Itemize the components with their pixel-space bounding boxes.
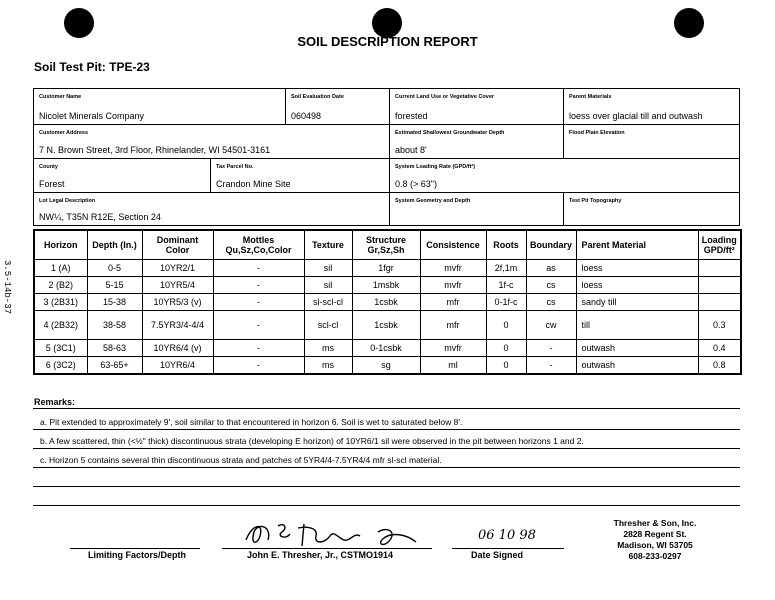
table-cell: mvfr — [420, 260, 486, 277]
column-header: Depth (In.) — [87, 230, 142, 260]
groundwater-depth-label: Estimated Shallowest Groundwater Depth — [395, 130, 505, 136]
customer-name-label: Customer Name — [39, 94, 82, 100]
table-cell: mfr — [420, 311, 486, 340]
table-cell: 1csbk — [352, 294, 420, 311]
remarks-rule — [33, 486, 740, 487]
limiting-factors-label: Limiting Factors/Depth — [88, 550, 187, 560]
table-cell: 2 (B2) — [34, 277, 87, 294]
remarks-rule — [33, 467, 740, 468]
county-value: Forest — [39, 179, 65, 189]
soil-horizon-table — [33, 229, 742, 375]
table-cell: 0 — [486, 357, 526, 375]
remarks-rule — [33, 408, 740, 409]
table-row — [34, 340, 741, 357]
table-cell: 0.3 — [698, 311, 741, 340]
signature-line — [222, 548, 432, 549]
table-cell — [698, 277, 741, 294]
loading-rate-cell — [390, 159, 739, 193]
table-cell: - — [526, 357, 576, 375]
table-cell: 10YR6/4 (v) — [142, 340, 213, 357]
table-cell: loess — [576, 277, 698, 294]
soil-test-pit-label: Soil Test Pit: TPE-23 — [34, 60, 150, 74]
header-info-box — [33, 88, 740, 226]
table-cell: 0.8 — [698, 357, 741, 375]
county-label: County — [39, 164, 58, 170]
remark-b: b. A few scattered, thin (<½" thick) discontinuous strata (developing E horizon) of 10YR6/1 sil were observed in the pit between horizons 1 and 2. — [40, 436, 584, 446]
column-header: Dominant Color — [142, 230, 213, 260]
tax-parcel-label: Tax Parcel No. — [216, 164, 254, 170]
column-header: Mottles Qu,Sz,Co,Color — [213, 230, 304, 260]
table-cell: - — [213, 340, 304, 357]
county-cell — [34, 159, 211, 193]
side-handwritten-code: 3.5-14b-37 — [2, 260, 12, 315]
table-cell: 0 — [486, 340, 526, 357]
table-cell: as — [526, 260, 576, 277]
table-cell: ms — [304, 357, 352, 375]
groundwater-depth-value: about 8' — [395, 145, 427, 155]
table-cell: 1 (A) — [34, 260, 87, 277]
legal-description-cell — [34, 193, 390, 225]
table-cell: mvfr — [420, 340, 486, 357]
tax-parcel-value: Crandon Mine Site — [216, 179, 291, 189]
column-header: Structure Gr,Sz,Sh — [352, 230, 420, 260]
company-name: Thresher & Son, Inc. — [613, 518, 697, 528]
table-row — [34, 311, 741, 340]
table-cell: - — [213, 260, 304, 277]
table-cell — [698, 260, 741, 277]
table-cell: 3 (2B31) — [34, 294, 87, 311]
table-row — [34, 357, 741, 375]
customer-address-value: 7 N. Brown Street, 3rd Floor, Rhinelander, WI 54501-3161 — [39, 145, 271, 155]
table-cell: loess — [576, 260, 698, 277]
customer-name-value: Nicolet Minerals Company — [39, 111, 145, 121]
table-cell: 4 (2B32) — [34, 311, 87, 340]
remarks-rule — [33, 505, 740, 506]
table-cell: - — [526, 340, 576, 357]
table-cell: cs — [526, 294, 576, 311]
table-cell: 10YR6/4 — [142, 357, 213, 375]
customer-address-cell — [34, 125, 390, 159]
signer-name: John E. Thresher, Jr., CSTMO1914 — [247, 550, 394, 560]
table-row — [34, 260, 741, 277]
table-cell: 0-1f-c — [486, 294, 526, 311]
tax-parcel-cell — [211, 159, 390, 193]
eval-date-label: Soil Evaluation Date — [291, 94, 344, 100]
table-cell: scl-cl — [304, 311, 352, 340]
system-geometry-cell — [390, 193, 564, 225]
company-info — [580, 518, 730, 562]
table-cell: 38-58 — [87, 311, 142, 340]
company-city: Madison, WI 53705 — [617, 540, 693, 550]
table-cell: 7.5YR3/4-4/4 — [142, 311, 213, 340]
table-row — [34, 277, 741, 294]
remarks-rule — [33, 448, 740, 449]
table-cell: 10YR2/1 — [142, 260, 213, 277]
remarks-rule — [33, 429, 740, 430]
table-cell — [698, 294, 741, 311]
topography-cell — [564, 193, 739, 225]
table-cell: mfr — [420, 294, 486, 311]
table-cell: sl-scl-cl — [304, 294, 352, 311]
table-cell: - — [213, 357, 304, 375]
customer-name-cell — [34, 89, 286, 125]
company-phone: 608-233-0297 — [628, 551, 682, 561]
column-header: Consistence — [420, 230, 486, 260]
table-cell: 1csbk — [352, 311, 420, 340]
eval-date-value: 060498 — [291, 111, 322, 121]
column-header: Boundary — [526, 230, 576, 260]
table-cell: outwash — [576, 357, 698, 375]
table-cell: 10YR5/3 (v) — [142, 294, 213, 311]
table-cell: - — [213, 311, 304, 340]
land-use-label: Current Land Use or Vegetative Cover — [395, 94, 495, 100]
flood-plain-label: Flood Plain Elevation — [569, 130, 625, 136]
topography-label: Test Pit Topography — [569, 198, 622, 204]
date-signed-value: 06 10 98 — [478, 528, 536, 543]
column-header: Texture — [304, 230, 352, 260]
parent-materials-value: loess over glacial till and outwash — [569, 111, 703, 121]
remark-a: a. Pit extended to approximately 9', soil similar to that encountered in horizon 6. Soil is wet to saturated below 8'. — [40, 417, 463, 427]
table-cell: 2f,1m — [486, 260, 526, 277]
table-cell: cw — [526, 311, 576, 340]
date-signed-label: Date Signed — [471, 550, 524, 560]
table-header-row — [34, 230, 741, 260]
parent-materials-cell — [564, 89, 739, 125]
table-cell: 58-63 — [87, 340, 142, 357]
land-use-cell — [390, 89, 564, 125]
flood-plain-cell — [564, 125, 739, 159]
legal-description-label: Lot Legal Description — [39, 198, 96, 204]
legal-description-value: NW¼, T35N R12E, Section 24 — [39, 212, 161, 222]
land-use-value: forested — [395, 111, 428, 121]
column-header: Loading GPD/ft² — [698, 230, 741, 260]
company-street: 2828 Regent St. — [623, 529, 687, 539]
table-cell: 10YR5/4 — [142, 277, 213, 294]
table-cell: 0.4 — [698, 340, 741, 357]
table-cell: 0-5 — [87, 260, 142, 277]
table-cell: 15-38 — [87, 294, 142, 311]
signature-image — [238, 518, 428, 552]
report-title: SOIL DESCRIPTION REPORT — [297, 34, 478, 49]
table-cell: 1fgr — [352, 260, 420, 277]
column-header: Horizon — [34, 230, 87, 260]
column-header: Parent Material — [576, 230, 698, 260]
table-cell: 0 — [486, 311, 526, 340]
loading-rate-label: System Loading Rate (GPD/ft²) — [395, 164, 476, 170]
table-cell: 5 (3C1) — [34, 340, 87, 357]
limiting-factors-line — [70, 548, 200, 549]
table-cell: - — [213, 277, 304, 294]
table-cell: sg — [352, 357, 420, 375]
table-cell: 6 (3C2) — [34, 357, 87, 375]
parent-materials-label: Parent Materials — [569, 94, 612, 100]
loading-rate-value: 0.8 (> 63") — [395, 179, 437, 189]
table-cell: 63-65+ — [87, 357, 142, 375]
table-cell: ml — [420, 357, 486, 375]
table-cell: cs — [526, 277, 576, 294]
table-cell: outwash — [576, 340, 698, 357]
table-cell: sil — [304, 260, 352, 277]
table-cell: sil — [304, 277, 352, 294]
table-cell: 0-1csbk — [352, 340, 420, 357]
customer-address-label: Customer Address — [39, 130, 89, 136]
date-signed-line — [452, 548, 564, 549]
system-geometry-label: System Geometry and Depth — [395, 198, 471, 204]
table-cell: till — [576, 311, 698, 340]
remarks-title: Remarks: — [34, 397, 76, 407]
groundwater-depth-cell — [390, 125, 564, 159]
table-cell: 5-15 — [87, 277, 142, 294]
table-cell: ms — [304, 340, 352, 357]
table-cell: 1f-c — [486, 277, 526, 294]
table-cell: sandy till — [576, 294, 698, 311]
table-cell: mvfr — [420, 277, 486, 294]
remark-c: c. Horizon 5 contains several thin discontinuous strata and patches of 5YR4/4-7.5YR4/4 mfr sl-scl material. — [40, 455, 442, 465]
column-header: Roots — [486, 230, 526, 260]
table-cell: 1msbk — [352, 277, 420, 294]
table-cell: - — [213, 294, 304, 311]
table-row — [34, 294, 741, 311]
eval-date-cell — [286, 89, 390, 125]
